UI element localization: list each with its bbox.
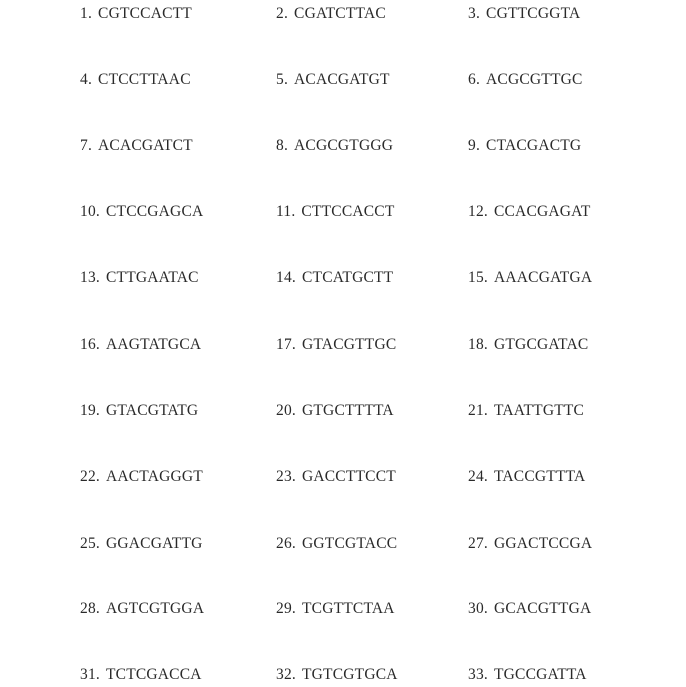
- sequence-row: [0, 200, 686, 224]
- sequence-number: 28.: [80, 600, 100, 617]
- sequence-text: AGTCGTGGA: [105, 600, 205, 617]
- sequence-number: 20.: [276, 402, 296, 419]
- sequence-item: [80, 532, 203, 556]
- sequence-number: 22.: [80, 468, 100, 485]
- sequence-text: ACACGATCT: [98, 137, 193, 154]
- sequence-item: [276, 134, 393, 158]
- sequence-text: CTCCTTAAC: [98, 71, 191, 88]
- sequence-text: CTCCGAGCA: [105, 203, 204, 220]
- sequence-number: 2.: [276, 5, 289, 22]
- sequence-item: [468, 266, 592, 290]
- sequence-item: [80, 663, 202, 687]
- sequence-row: [0, 399, 686, 423]
- sequence-row: [0, 134, 686, 158]
- sequence-row: [0, 266, 686, 290]
- sequence-number: 1.: [80, 5, 93, 22]
- sequence-text: AAACGATGA: [493, 269, 593, 286]
- sequence-item: [468, 532, 592, 556]
- sequence-item: [468, 134, 581, 158]
- sequence-item: [468, 663, 587, 687]
- sequence-text: TGTCGTGCA: [301, 666, 398, 683]
- sequence-item: [276, 68, 390, 92]
- sequence-text: GGACGATTG: [105, 535, 203, 552]
- sequence-row: [0, 663, 686, 687]
- sequence-text: ACACGATGT: [294, 71, 390, 88]
- sequence-item: [468, 200, 591, 224]
- sequence-text: CTTCCACCT: [301, 203, 395, 220]
- sequence-text: CTTGAATAC: [105, 269, 199, 286]
- sequence-item: [80, 333, 201, 357]
- sequence-text: GTGCGATAC: [493, 336, 589, 353]
- sequence-item: [468, 333, 588, 357]
- sequence-item: [80, 597, 204, 621]
- sequence-row: [0, 333, 686, 357]
- sequence-item: [80, 200, 203, 224]
- sequence-number: 3.: [468, 5, 481, 22]
- sequence-text: TAATTGTTC: [493, 402, 585, 419]
- sequence-item: [80, 134, 193, 158]
- sequence-text: AAGTATGCA: [105, 336, 202, 353]
- sequence-item: [276, 532, 397, 556]
- sequence-text: TCTCGACCA: [105, 666, 202, 683]
- sequence-text: GTACGTTGC: [301, 336, 397, 353]
- sequence-item: [468, 399, 584, 423]
- sequence-text: GGACTCCGA: [493, 535, 593, 552]
- sequence-number: 26.: [276, 535, 296, 552]
- sequence-number: 24.: [468, 468, 488, 485]
- sequence-number: 8.: [276, 137, 289, 154]
- sequence-number: 14.: [276, 269, 296, 286]
- sequence-item: [468, 465, 585, 489]
- sequence-number: 11.: [276, 203, 296, 220]
- sequence-number: 31.: [80, 666, 100, 683]
- sequence-item: [276, 663, 398, 687]
- sequence-row: [0, 597, 686, 621]
- sequence-item: [276, 597, 395, 621]
- sequence-row: [0, 465, 686, 489]
- sequence-text: CGATCTTAC: [294, 5, 386, 22]
- sequence-item: [468, 68, 583, 92]
- sequence-number: 9.: [468, 137, 481, 154]
- sequence-number: 30.: [468, 600, 488, 617]
- sequence-number: 23.: [276, 468, 296, 485]
- sequence-item: [80, 266, 199, 290]
- sequence-number: 19.: [80, 402, 100, 419]
- sequence-item: [276, 333, 396, 357]
- sequence-number: 18.: [468, 336, 488, 353]
- sequence-text: GCACGTTGA: [493, 600, 592, 617]
- sequence-number: 27.: [468, 535, 488, 552]
- sequence-row: [0, 532, 686, 556]
- sequence-text: AACTAGGGT: [105, 468, 203, 485]
- sequence-number: 12.: [468, 203, 488, 220]
- sequence-number: 33.: [468, 666, 488, 683]
- sequence-item: [276, 2, 386, 26]
- sequence-number: 16.: [80, 336, 100, 353]
- sequence-text: GTACGTATG: [105, 402, 199, 419]
- sequence-number: 29.: [276, 600, 296, 617]
- sequence-number: 4.: [80, 71, 93, 88]
- sequence-text: TACCGTTTA: [493, 468, 586, 485]
- sequence-item: [276, 200, 395, 224]
- sequence-number: 10.: [80, 203, 100, 220]
- sequence-item: [80, 465, 203, 489]
- sequence-number: 6.: [468, 71, 481, 88]
- sequence-text: CCACGAGAT: [493, 203, 591, 220]
- sequence-item: [80, 68, 191, 92]
- sequence-item: [468, 597, 591, 621]
- sequence-number: 5.: [276, 71, 289, 88]
- sequence-number: 25.: [80, 535, 100, 552]
- sequence-number: 32.: [276, 666, 296, 683]
- sequence-text: ACGCGTGGG: [294, 137, 394, 154]
- sequence-text: TGCCGATTA: [493, 666, 587, 683]
- sequence-row: [0, 68, 686, 92]
- sequence-number: 17.: [276, 336, 296, 353]
- sequence-row: [0, 2, 686, 26]
- sequence-item: [80, 2, 192, 26]
- sequence-number: 15.: [468, 269, 488, 286]
- sequence-text: ACGCGTTGC: [486, 71, 583, 88]
- sequence-number: 21.: [468, 402, 488, 419]
- sequence-item: [80, 399, 198, 423]
- sequence-number: 13.: [80, 269, 100, 286]
- sequence-item: [276, 399, 394, 423]
- sequence-item: [276, 465, 396, 489]
- sequence-text: CTCATGCTT: [301, 269, 394, 286]
- sequence-number: 7.: [80, 137, 93, 154]
- sequence-text: TCGTTCTAA: [301, 600, 395, 617]
- sequence-text: CGTTCGGTA: [486, 5, 581, 22]
- sequence-text: GGTCGTACC: [301, 535, 398, 552]
- sequence-text: CTACGACTG: [486, 137, 582, 154]
- sequence-text: GACCTTCCT: [301, 468, 396, 485]
- sequence-item: [468, 2, 580, 26]
- sequence-text: CGTCCACTT: [98, 5, 192, 22]
- sequence-text: GTGCTTTTA: [301, 402, 394, 419]
- sequence-item: [276, 266, 393, 290]
